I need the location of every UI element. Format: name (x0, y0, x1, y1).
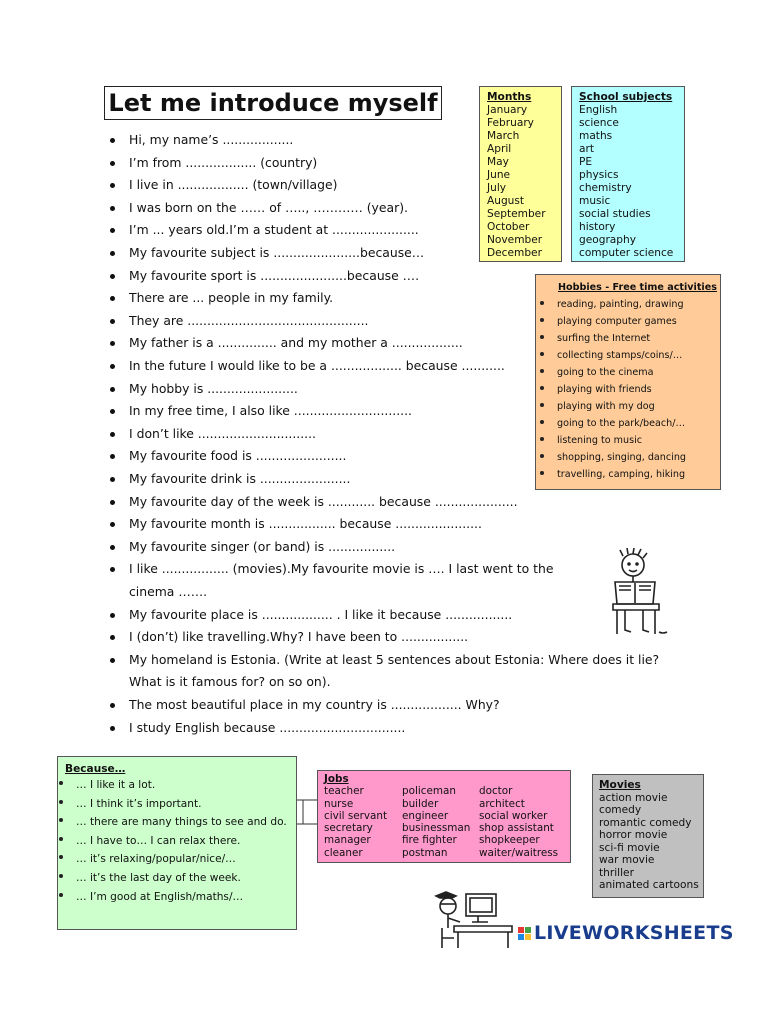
bullet-icon (110, 296, 115, 301)
worksheet-title: Let me introduce myself (104, 86, 442, 120)
bullet-icon (110, 567, 115, 572)
sentence-text: I’m from .................. (country) (129, 154, 318, 170)
movie-genre-item: horror movie (599, 829, 668, 841)
bullet-icon (110, 454, 115, 459)
because-item: … I’m good at English/maths/… (58, 888, 287, 907)
sentence-text: The most beautiful place in my country is .................. Why? (129, 697, 500, 712)
sentence-text: I’m ... years old.I’m a student at ...................... (129, 222, 419, 238)
hobbies-list (539, 296, 686, 483)
bullet-icon (110, 251, 115, 256)
month-item: July (487, 182, 507, 194)
hobby-item: playing with friends (539, 381, 686, 398)
bullet-icon (110, 726, 115, 731)
bullet-icon (110, 613, 115, 618)
months-heading: Months (487, 91, 532, 103)
month-item: May (487, 156, 509, 168)
sentence-text: My favourite subject is ......................because… (129, 245, 425, 260)
bullet-icon (110, 161, 115, 166)
hobby-item: going to the park/beach/… (539, 415, 686, 432)
sentence-text: I (don’t) like travelling.Why? I have been to ................. (129, 629, 469, 645)
because-list (58, 776, 287, 906)
sentence-text: What is it famous for? on so on). (129, 674, 331, 690)
job-item: secretary (324, 822, 373, 835)
because-item: … it’s the last day of the week. (58, 869, 287, 888)
job-item: shop assistant (479, 822, 554, 835)
jobs-column-2 (402, 785, 470, 859)
because-item: … I think it’s important. (58, 795, 287, 814)
bullet-icon (110, 206, 115, 211)
hobbies-heading: Hobbies - Free time activities (558, 282, 717, 293)
sentence-text: I live in .................. (town/village) (129, 177, 338, 193)
month-item: January (487, 104, 528, 116)
sentence-text: I like ................. (movies).My favourite movie is …. I last went to the (129, 561, 554, 577)
sentence-text: cinema ……. (129, 583, 208, 599)
movie-genre-item: romantic comedy (599, 816, 692, 829)
bullet-icon (110, 319, 115, 324)
month-item: December (487, 247, 542, 259)
liveworksheets-logo-text: LIVEWORKSHEETS (534, 922, 734, 944)
bullet-icon (110, 228, 115, 233)
movie-genre-item: action movie (599, 791, 668, 804)
bullet-icon (110, 635, 115, 640)
sentence-text: I study English because ................................ (129, 719, 406, 735)
school-subject-item: computer science (579, 247, 674, 259)
bullet-icon (110, 522, 115, 527)
sentence-text: My favourite food is ....................... (129, 448, 347, 464)
hobby-item: going to the cinema (539, 364, 686, 381)
bullet-icon (110, 341, 115, 346)
sentence-text: My father is a ............... and my mother a .................. (129, 335, 463, 351)
job-item: policeman (402, 785, 456, 798)
because-item: … I like it a lot. (58, 776, 287, 795)
movie-genre-item: animated cartoons (599, 879, 699, 891)
school-subject-item: English (579, 104, 618, 116)
school-subject-item: geography (579, 234, 637, 246)
movie-genre-item: comedy (599, 804, 642, 816)
liveworksheets-logo-icon (518, 927, 531, 940)
because-heading: Because… (65, 763, 126, 775)
job-item: postman (402, 846, 448, 859)
sentence-text: My homeland is Estonia. (Write at least 5 sentences about Estonia: Where does it lie? (129, 651, 660, 667)
hobby-item: playing computer games (539, 313, 686, 330)
bullet-icon (110, 703, 115, 708)
because-item: … I have to… I can relax there. (58, 832, 287, 851)
because-item: … it’s relaxing/popular/nice/… (58, 850, 287, 869)
job-item: shopkeeper (479, 834, 540, 847)
school-subject-item: music (579, 195, 611, 207)
job-item: civil servant (324, 809, 388, 822)
movie-genre-item: sci-fi movie (599, 841, 660, 854)
school-subject-item: science (579, 117, 619, 129)
because-box (57, 756, 297, 930)
bullet-icon (110, 500, 115, 505)
bullet-icon (110, 409, 115, 414)
hobby-item: surfing the Internet (539, 330, 686, 347)
hobby-item: shopping, singing, dancing (539, 449, 686, 466)
job-item: waiter/waitress (479, 846, 559, 859)
month-item: February (487, 117, 534, 129)
bullet-icon (110, 658, 115, 663)
sentence-text: In the future I would like to be a .................. because ........... (129, 358, 505, 373)
sentence-text: They are .............................................. (129, 312, 369, 328)
job-item: engineer (402, 809, 449, 822)
job-item: doctor (479, 785, 513, 798)
movies-list (599, 792, 699, 892)
sentence-text: Hi, my name’s .................. (129, 132, 294, 147)
movies-heading: Movies (599, 779, 641, 791)
job-item: cleaner (324, 846, 363, 859)
school-subject-item: maths (579, 130, 613, 142)
school-subjects-heading: School subjects (579, 91, 673, 103)
jobs-column-1 (324, 785, 387, 859)
school-subjects-list (579, 104, 673, 260)
sentence-text: There are ... people in my family. (129, 290, 334, 306)
month-item: September (487, 208, 546, 220)
sentence-text: My favourite drink is ....................... (129, 471, 351, 486)
school-subject-item: PE (579, 156, 593, 168)
job-item: architect (479, 797, 525, 810)
jobs-box (317, 770, 571, 863)
school-subject-item: social studies (579, 208, 651, 220)
connector-lines (297, 790, 319, 830)
boy-at-desk-drawing (432, 888, 516, 950)
bullet-icon (110, 364, 115, 369)
hobby-item: listening to music (539, 432, 686, 449)
job-item: fire fighter (402, 834, 457, 847)
school-subject-item: chemistry (579, 182, 632, 194)
month-item: October (487, 221, 530, 233)
sentence-text: I don’t like .............................. (129, 425, 316, 441)
bullet-icon (110, 274, 115, 279)
bullet-icon (110, 545, 115, 550)
month-item: April (487, 143, 512, 155)
job-item: teacher (324, 785, 364, 798)
movie-genre-item: thriller (599, 866, 634, 879)
sentence-text: My hobby is ....................... (129, 380, 298, 396)
school-subject-item: art (579, 143, 595, 155)
hobby-item: collecting stamps/coins/… (539, 347, 686, 364)
liveworksheets-logo (518, 922, 734, 944)
hobby-item: travelling, camping, hiking (539, 466, 686, 483)
movie-genre-item: war movie (599, 854, 655, 866)
sentence-text: My favourite sport is ......................because …. (129, 267, 420, 283)
job-item: social worker (479, 809, 548, 822)
job-item: businessman (402, 822, 471, 835)
job-item: builder (402, 797, 439, 810)
sentence-text: I was born on the …… of ….., ………… (year). (129, 199, 408, 215)
bullet-icon (110, 138, 115, 143)
month-item: June (487, 169, 511, 181)
jobs-heading: Jobs (324, 773, 349, 785)
months-box (479, 86, 562, 262)
school-subject-item: physics (579, 169, 619, 181)
bullet-icon (110, 432, 115, 437)
movies-box (592, 774, 704, 898)
sentence-text: My favourite singer (or band) is ................. (129, 538, 396, 554)
bullet-icon (110, 477, 115, 482)
sentence-text: My favourite place is .................. . I like it because ................. (129, 606, 513, 622)
job-item: nurse (324, 797, 354, 810)
school-subject-item: history (579, 221, 616, 233)
jobs-column-3 (479, 785, 558, 859)
bullet-icon (110, 387, 115, 392)
hobby-item: playing with my dog (539, 398, 686, 415)
months-list (487, 104, 546, 260)
month-item: November (487, 234, 543, 246)
because-item: … there are many things to see and do. (58, 813, 287, 832)
bullet-icon (110, 183, 115, 188)
reading-child-drawing (603, 548, 671, 640)
month-item: March (487, 130, 520, 142)
job-item: manager (324, 834, 371, 847)
hobbies-box (535, 274, 721, 490)
hobby-item: reading, painting, drawing (539, 296, 686, 313)
sentence-text: In my free time, I also like .............................. (129, 403, 412, 419)
sentence-text: My favourite month is ................. because ...................... (129, 516, 482, 532)
school-subjects-box (571, 86, 685, 262)
sentence-text: My favourite day of the week is ............ because ..................... (129, 493, 518, 509)
month-item: August (487, 195, 525, 207)
